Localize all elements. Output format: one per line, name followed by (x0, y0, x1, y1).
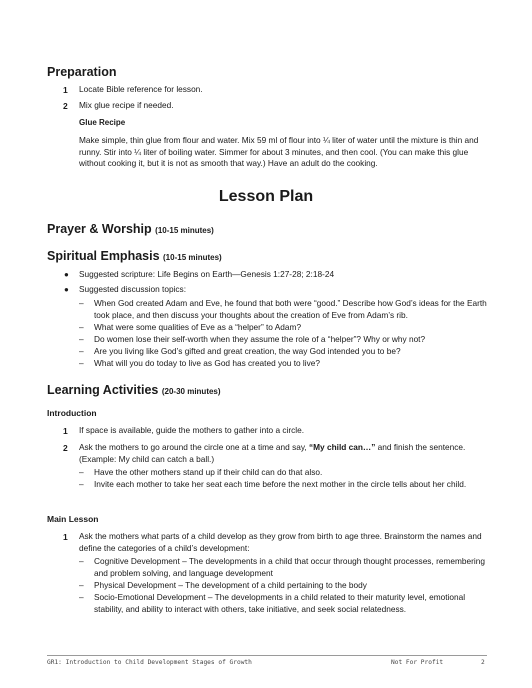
dash-marker: – (79, 592, 84, 602)
intro-dash-1: Have the other mothers stand up if their child can do that also. (94, 467, 323, 477)
bullet-icon: ● (64, 270, 69, 279)
dash-marker: – (79, 580, 84, 590)
prayer-duration: (10-15 minutes) (155, 226, 214, 235)
dash-marker: – (79, 556, 84, 566)
glue-recipe-text: Make simple, thin glue from flour and water. Mix 59 ml of flour into ¼ liter of water until the mixture is thin and runny. Stir into ¼ liter of boiling water. Simmer for about 3 minutes, and then cool. (You can make this glue without cooking it, but it is not as smooth that way.) Have an adult do the cooking. (79, 135, 479, 168)
topic-2: What were some qualities of Eve as a “helper” to Adam? (94, 322, 302, 332)
spiritual-bullet-2: Suggested discussion topics: (79, 284, 187, 294)
footer-course-title: GR1: Introduction to Child Development Stages of Growth (47, 659, 252, 666)
intro-dash-2: Invite each mother to take her seat each time before the next mother in the circle tells about her child. (94, 479, 467, 489)
prep-item-2-number: 2 (63, 101, 68, 111)
prep-item-1-text: Locate Bible reference for lesson. (79, 84, 203, 94)
spiritual-bullet-1: Suggested scripture: Life Begins on Earth—Genesis 1:27-28; 2:18-24 (79, 269, 335, 279)
prep-item-2-text: Mix glue recipe if needed. (79, 100, 174, 110)
glue-recipe-heading: Glue Recipe (79, 118, 126, 127)
dash-marker: – (79, 334, 84, 344)
prayer-worship-heading (47, 222, 214, 236)
dash-marker: – (79, 467, 84, 477)
dash-marker: – (79, 479, 84, 489)
introduction-heading: Introduction (47, 408, 97, 418)
intro-item-2-number: 2 (63, 443, 68, 453)
intro-item-1-text: If space is available, guide the mothers to gather into a circle. (79, 425, 305, 435)
intro-item-2-text (79, 442, 489, 465)
main-dash-2: Physical Development – The development of a child pertaining to the body (94, 580, 367, 590)
dash-marker: – (79, 358, 84, 368)
footer-not-for-profit: Not For Profit (391, 659, 444, 666)
main-dash-3: Socio-Emotional Development – The developments in a child related to their maturity level, emotional stability, and ability to interact with others, take initiative, and seek social relatedness. (94, 592, 466, 614)
learning-activities-heading (47, 383, 221, 397)
topic-4: Are you living like God’s gifted and great creation, the way God intended you to be? (94, 346, 401, 356)
topic-1: When God created Adam and Eve, he found that both were “good.” Describe how God’s ideas for the Earth took place, and then discuss your thoughts about the creation of Eve from Adam’s rib. (94, 298, 487, 320)
prep-item-1-number: 1 (63, 85, 68, 95)
main-dash-1: Cognitive Development – The developments in a child that occur through thought processes, remembering and problem solving, and language development (94, 556, 485, 578)
prayer-heading-text: Prayer & Worship (47, 222, 152, 236)
dash-marker: – (79, 346, 84, 356)
spiritual-duration: (10-15 minutes) (163, 253, 222, 262)
topic-3: Do women lose their self-worth when they assume the role of a “helper”? Why or why not? (94, 334, 426, 344)
intro-item-2-text-start: Ask the mothers to go around the circle one at a time and say, (79, 442, 309, 452)
bullet-icon: ● (64, 285, 69, 294)
spiritual-heading-text: Spiritual Emphasis (47, 249, 160, 263)
topic-5: What will you do today to live as God has created you to live? (94, 358, 320, 368)
intro-item-2-text-end: and finish the sentence. (Example: My child can catch a ball.) (79, 442, 466, 464)
intro-item-2-emphasis: “My child can…” (308, 442, 376, 452)
dash-marker: – (79, 298, 84, 308)
learning-heading-text: Learning Activities (47, 383, 159, 397)
learning-duration: (20-30 minutes) (161, 387, 221, 396)
preparation-heading: Preparation (47, 65, 117, 79)
main-item-1-number: 1 (63, 532, 68, 542)
footer-page-number: 2 (481, 659, 485, 666)
lesson-plan-title: Lesson Plan (218, 188, 314, 205)
dash-marker: – (79, 322, 84, 332)
footer-divider (47, 655, 487, 656)
spiritual-emphasis-heading (47, 249, 222, 263)
main-item-1-text: Ask the mothers what parts of a child develop as they grow from birth to age three. Brainstorm the names and define the categories of a child’s development: (79, 531, 482, 553)
main-lesson-heading: Main Lesson (47, 514, 99, 524)
intro-item-1-number: 1 (63, 426, 68, 436)
